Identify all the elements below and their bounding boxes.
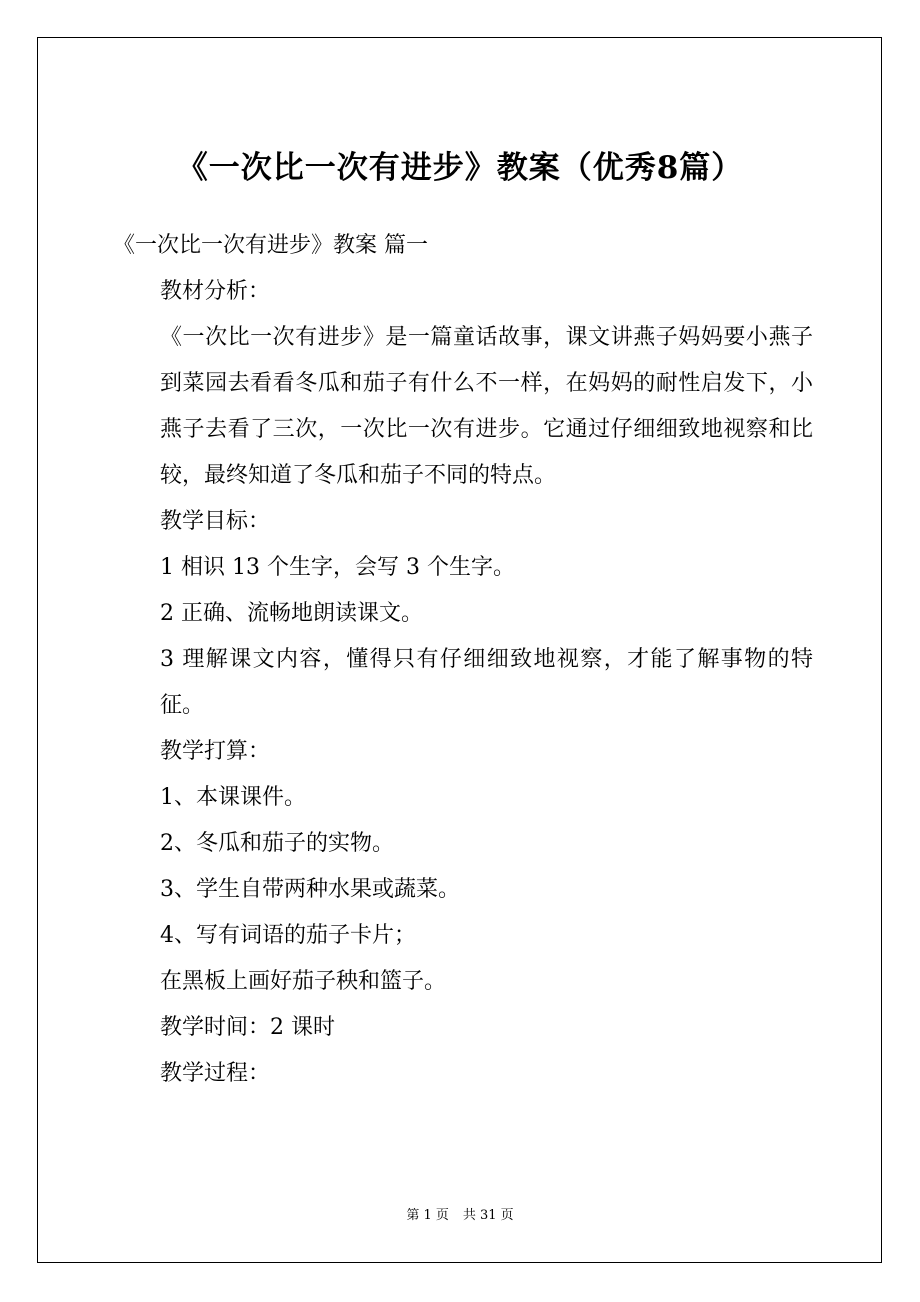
document-body bbox=[113, 223, 813, 1097]
paragraph-prep-5: 在黑板上画好茄子秧和篮子。 bbox=[160, 969, 447, 994]
paragraph-goal-1: 1 相识 13 个生字，会写 3 个生字。 bbox=[160, 555, 515, 580]
paragraph-goal-3: 3 理解课文内容，懂得只有仔细细致地视察，才能了解事物的特征。 bbox=[160, 647, 813, 718]
paragraph-goals-label: 教学目标： bbox=[160, 509, 271, 534]
page-number: 第 1 页 bbox=[406, 1208, 449, 1223]
paragraph-material-analysis: 《一次比一次有进步》是一篇童话故事，课文讲燕子妈妈要小燕子到菜园去看看冬瓜和茄子有什么不一样，在妈妈的耐性启发下，小燕子去看了三次，一次比一次有进步。它通过仔细细致地视察和比较，最终知道了冬瓜和茄子不同的特点。 bbox=[160, 325, 813, 488]
paragraph-prep-4: 4、写有词语的茄子卡片； bbox=[160, 923, 416, 948]
paragraph-material-analysis-label: 教材分析： bbox=[160, 279, 271, 304]
page-total: 共 31 页 bbox=[462, 1208, 514, 1223]
paragraph-time: 教学时间：2 课时 bbox=[160, 1015, 335, 1040]
document-title: 《一次比一次有进步》教案（优秀8篇） bbox=[176, 150, 744, 186]
paragraph-preparation-label: 教学打算： bbox=[160, 739, 271, 764]
paragraph-prep-2: 2、冬瓜和茄子的实物。 bbox=[160, 831, 394, 856]
section-heading: 《一次比一次有进步》教案 篇一 bbox=[113, 233, 428, 258]
paragraph-process-label: 教学过程： bbox=[160, 1061, 271, 1086]
paragraph-prep-1: 1、本课课件。 bbox=[160, 785, 306, 810]
paragraph-prep-3: 3、学生自带两种水果或蔬菜。 bbox=[160, 877, 460, 902]
paragraph-goal-2: 2 正确、流畅地朗读课文。 bbox=[160, 601, 423, 626]
page-footer bbox=[0, 1206, 920, 1226]
